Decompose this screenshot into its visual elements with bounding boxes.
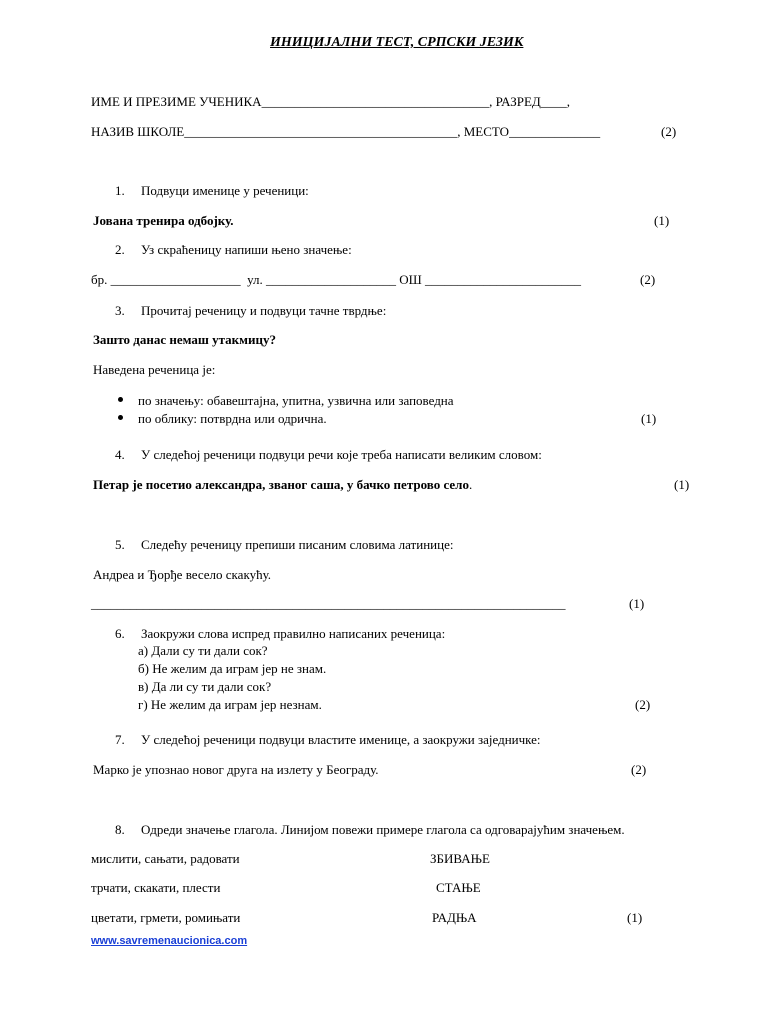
q8-right-1: ЗБИВАЊЕ <box>430 851 490 866</box>
q7-prompt: 7. У следећој реченици подвуци властите именице, а заокружи заједничке: <box>115 732 541 747</box>
q3-bullet-2: по облику: потврдна или одрична. <box>138 411 327 426</box>
q4-sentence-line <box>93 477 472 493</box>
header-school-place-line: НАЗИВ ШКОЛЕ__________________________________________, МЕСТО______________ <box>91 124 601 139</box>
q6-option-b: б) Не желим да играм јер не знам. <box>138 661 327 676</box>
q8-left-2: трчати, скакати, плести <box>91 880 221 895</box>
footer-link[interactable]: www.savremenaucionica.com <box>91 935 248 947</box>
q8-left-3: цветати, грмети, ромињати <box>91 910 241 925</box>
footer <box>91 932 247 949</box>
bullet-dot <box>118 415 123 420</box>
header-points: (2) <box>661 124 677 139</box>
q6-option-v: в) Да ли су ти дали сок? <box>138 679 272 694</box>
q8-right-3: РАДЊА <box>432 910 477 925</box>
q2-points: (2) <box>640 272 656 287</box>
q2-answer-line: бр. ____________________ ул. ____________________ ОШ ________________________ <box>91 272 582 287</box>
q1-prompt: 1. Подвуци именице у реченици: <box>115 183 309 198</box>
q5-answer-line: _________________________________________________________________________ <box>91 596 566 611</box>
q2-prompt: 2. Уз скраћеницу напиши њено значење: <box>115 242 352 257</box>
q3-intro: Наведена реченица је: <box>93 362 216 377</box>
q6-prompt: 6. Заокружи слова испред правилно написаних реченица: <box>115 626 446 641</box>
bullet-dot <box>118 397 123 402</box>
q4-sentence-end: . <box>468 477 473 492</box>
q5-sentence: Андреа и Ђорђе весело скакућу. <box>93 567 272 582</box>
q8-prompt: 8. Одреди значење глагола. Линијом повежи примере глагола са одговарајућим значењем. <box>115 822 625 837</box>
q4-prompt: 4. У следећој реченици подвуци речи које треба написати великим словом: <box>115 447 542 462</box>
q5-prompt: 5. Следећу реченицу препиши писаним словима латинице: <box>115 537 454 552</box>
q6-option-g: г) Не желим да играм јер незнам. <box>138 697 322 712</box>
q3-sentence: Зашто данас немаш утакмицу? <box>93 332 277 347</box>
q4-sentence: Петар је посетио александра, званог саша, у бачко петрово село <box>93 477 469 492</box>
page-title: ИНИЦИЈАЛНИ ТЕСТ, СРПСКИ ЈЕЗИК <box>270 35 524 50</box>
q1-points: (1) <box>654 213 670 228</box>
header-name-class-line: ИМЕ И ПРЕЗИМЕ УЧЕНИКА___________________________________, РАЗРЕД____, <box>91 94 571 109</box>
q3-bullet-1: по значењу: обавештајна, упитна, узвична или заповедна <box>138 393 454 408</box>
q7-sentence: Марко је упознао новог друга на излету у Београду. <box>93 762 379 777</box>
q7-points: (2) <box>631 762 647 777</box>
q5-points: (1) <box>629 596 645 611</box>
q1-sentence: Јована тренира одбојку. <box>93 213 234 228</box>
q8-points: (1) <box>627 910 643 925</box>
q6-points: (2) <box>635 697 651 712</box>
q8-right-2: СТАЊЕ <box>436 880 481 895</box>
q3-points: (1) <box>641 411 657 426</box>
q3-prompt: 3. Прочитај реченицу и подвуци тачне тврдње: <box>115 303 387 318</box>
q6-option-a: а) Дали су ти дали сок? <box>138 643 268 658</box>
q4-points: (1) <box>674 477 690 492</box>
q8-left-1: мислити, сањати, радовати <box>91 851 240 866</box>
